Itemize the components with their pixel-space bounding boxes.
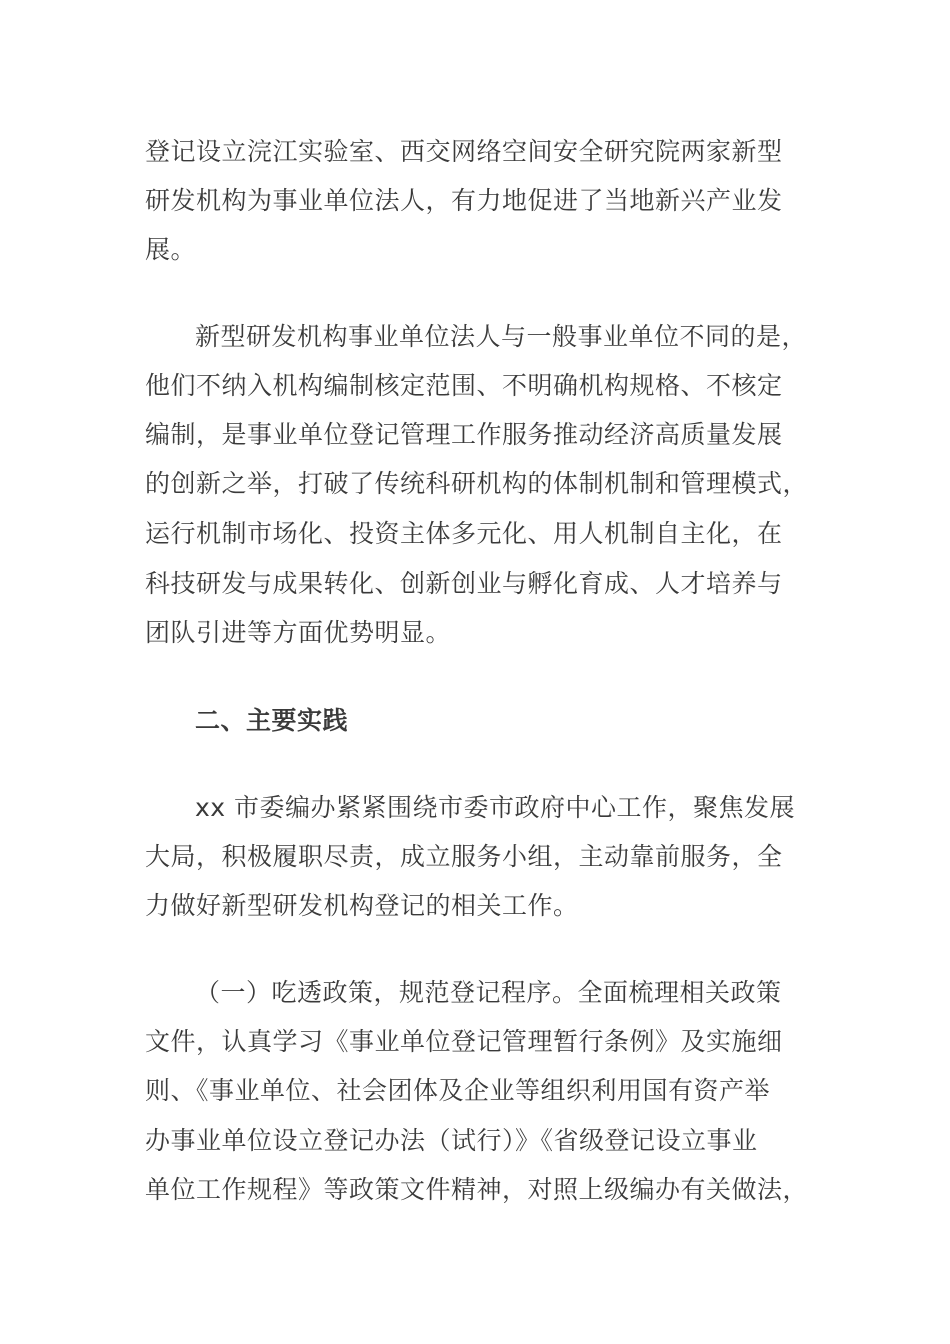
paragraph-3-line-1: xx 市委编办紧紧围绕市委市政府中心工作，聚焦发展 xyxy=(195,793,796,822)
paragraph-2-line-7: 团队引进等方面优势明显。 xyxy=(145,618,452,647)
paragraph-1-line-3: 展。 xyxy=(145,235,197,264)
paragraph-1-line-2: 研发机构为事业单位法人，有力地促进了当地新兴产业发 xyxy=(145,186,783,215)
paragraph-3-line-3: 力做好新型研发机构登记的相关工作。 xyxy=(145,891,579,920)
paragraph-4-line-1: （一）吃透政策，规范登记程序。全面梳理相关政策 xyxy=(195,978,782,1007)
paragraph-2-line-2: 他们不纳入机构编制核定范围、不明确机构规格、不核定 xyxy=(145,371,783,400)
paragraph-2-line-6: 科技研发与成果转化、创新创业与孵化育成、人才培养与 xyxy=(145,569,783,598)
paragraph-4-line-5: 单位工作规程》等政策文件精神，对照上级编办有关做法， xyxy=(145,1175,809,1204)
paragraph-4-line-4: 办事业单位设立登记办法（试行）》《省级登记设立事业 xyxy=(145,1126,758,1155)
paragraph-2-line-1: 新型研发机构事业单位法人与一般事业单位不同的是， xyxy=(195,322,808,351)
paragraph-3-line-2: 大局，积极履职尽责，成立服务小组，主动靠前服务，全 xyxy=(145,842,783,871)
paragraph-2-line-5: 运行机制市场化、投资主体多元化、用人机制自主化，在 xyxy=(145,519,783,548)
section-heading: 二、主要实践 xyxy=(195,706,349,735)
paragraph-2-line-3: 编制，是事业单位登记管理工作服务推动经济高质量发展 xyxy=(145,420,783,449)
paragraph-2-line-4: 的创新之举，打破了传统科研机构的体制机制和管理模式， xyxy=(145,469,809,498)
paragraph-4-line-3: 则、《事业单位、社会团体及企业等组织利用国有资产举 xyxy=(145,1076,771,1105)
paragraph-4-line-2: 文件，认真学习《事业单位登记管理暂行条例》及实施细 xyxy=(145,1027,783,1056)
paragraph-1-line-1: 登记设立浣江实验室、西交网络空间安全研究院两家新型 xyxy=(145,137,783,166)
